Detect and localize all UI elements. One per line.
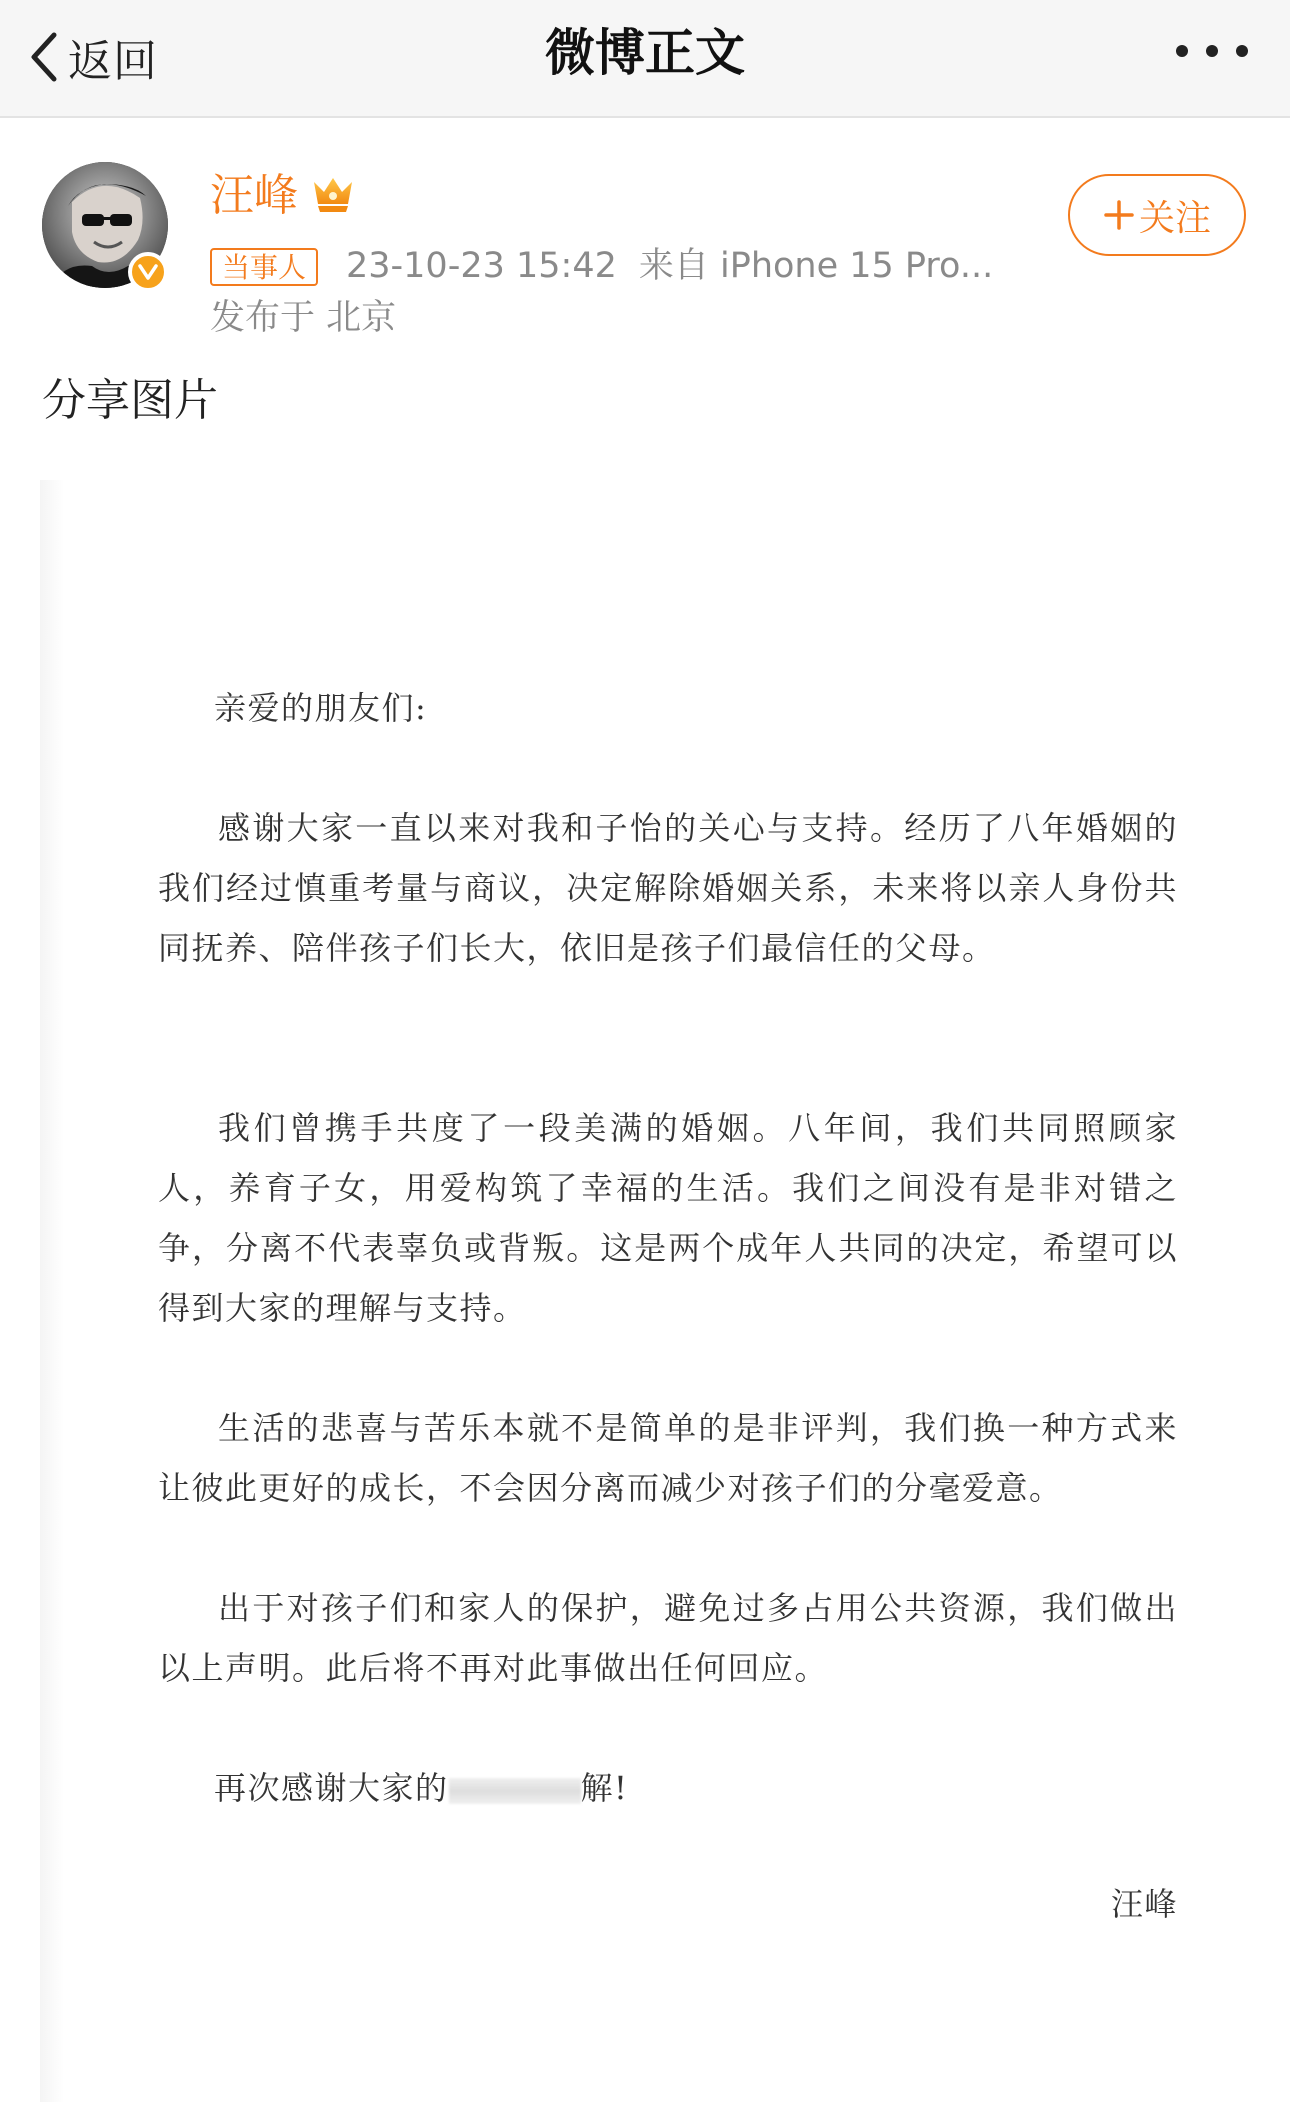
letter-paragraph: 感谢大家一直以来对我和子怡的关心与支持。经历了八年婚姻的我们经过慎重考量与商议，决定解除婚姻关系，未来将以亲人身份共同抚养、陪伴孩子们长大，依旧是孩子们最信任的父母。 [158,809,1178,967]
post-header [0,116,1290,356]
back-label: 返回 [68,36,158,87]
verified-icon [128,252,168,292]
page-title: 微博正文 [545,24,745,82]
post-timestamp: 23-10-23 15:42 [346,246,617,286]
vip-crown-icon [310,174,356,214]
closing-end: 解! [580,1769,629,1807]
post-text: 分享图片 [42,375,218,426]
plus-icon [1103,199,1135,231]
more-button[interactable] [1172,36,1252,66]
post-location: 发布于 北京 [210,298,397,338]
letter-salutation: 亲爱的朋友们: [214,689,428,727]
post-image[interactable] [40,480,1250,2102]
author-name[interactable]: 汪峰 [210,170,298,221]
image-edge [40,480,64,2102]
follow-button[interactable] [1068,174,1246,256]
letter-paragraph: 我们曾携手共度了一段美满的婚姻。八年间，我们共同照顾家人，养育子女，用爱构筑了幸福的生活。我们之间没有是非对错之争，分离不代表辜负或背叛。这是两个成年人共同的决定，希望可以得到大家的理解与支持。 [158,1109,1178,1327]
letter-paragraph: 生活的悲喜与苦乐本就不是简单的是非评判，我们换一种方式来让彼此更好的成长，不会因分离而减少对孩子们的分毫爱意。 [158,1409,1178,1507]
more-icon [1172,36,1252,66]
follow-label: 关注 [1138,197,1211,239]
letter-signature: 汪峰 [1110,1885,1178,1923]
role-tag: 当事人 [210,248,318,286]
letter-closing [214,1758,628,1818]
post-source: 来自 iPhone 15 Pro... [638,246,994,286]
obscured-text [449,1778,581,1804]
closing-start: 再次感谢大家的 [214,1769,449,1807]
letter-paragraph: 出于对孩子们和家人的保护，避免过多占用公共资源，我们做出以上声明。此后将不再对此事做出任何回应。 [158,1589,1178,1687]
post-meta [346,240,993,292]
navbar [0,0,1290,118]
